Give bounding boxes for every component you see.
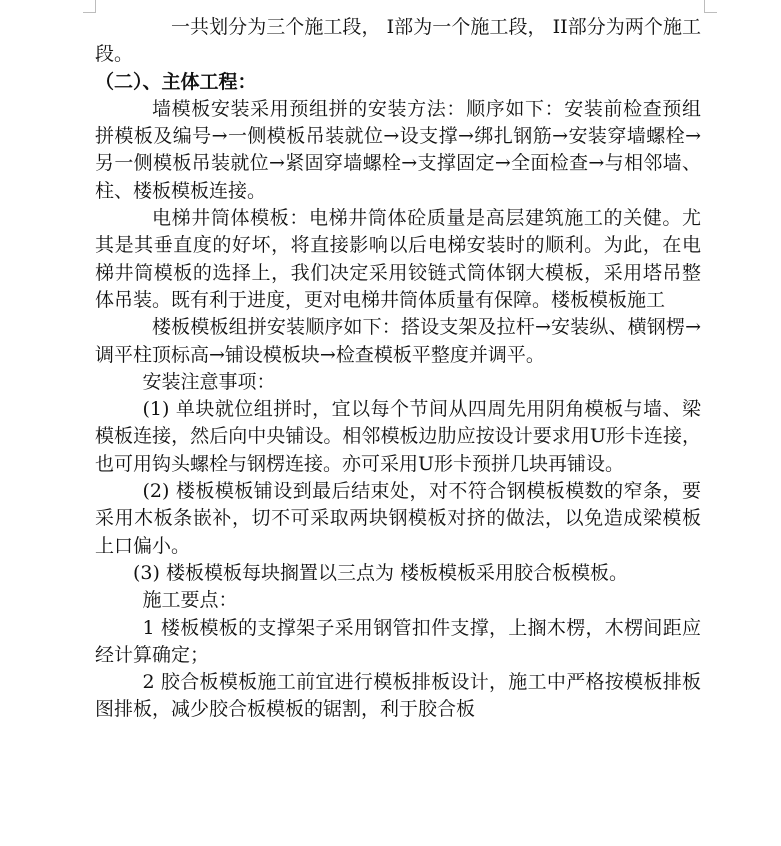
page-corner-mark-left — [83, 0, 96, 13]
paragraph-wall-formwork: 墙模板安装采用预组拼的安装方法：顺序如下：安装前检查预组拼模板及编号→一侧模板吊装就位→设支撑→绑扎钢筋→安装穿墙螺栓→另一侧模板吊装就位→紧固穿墙螺栓→支撑固定→全面检查→与相邻墙、柱、楼板模板连接。 — [95, 97, 701, 202]
paragraph-point-2: 2 胶合板模板施工前宜进行模板排板设计，施工中严格按模板排板图排板，减少胶合板模板的锯割，利于胶合板 — [95, 671, 701, 721]
paragraph-sections: 一共划分为三个施工段， I部为一个施工段， II部分为两个施工段。 — [95, 16, 701, 66]
heading-main-structure: （二）、主体工程： — [95, 70, 257, 93]
paragraph-elevator-shaft: 电梯井筒体模板：电梯井筒体砼质量是高层建筑施工的关健。尤其是其垂直度的好坏，将直接影响以后电梯安装时的顺利。为此，在电梯井筒模板的选择上，我们决定采用铰链式筒体钢大模板，采用塔吊整体吊装。既有利于进度，更对电梯井筒体质量有保障。楼板模板施工 — [95, 207, 701, 311]
document-body — [95, 14, 701, 724]
paragraph-point-1: 1 楼板模板的支撑架子采用钢管扣件支撑，上搁木楞，木楞间距应经计算确定； — [95, 616, 701, 666]
paragraph-note-1: (1) 单块就位组拼时，宜以每个节间从四周先用阴角模板与墙、梁模板连接，然后向中央铺设。相邻模板边肋应按设计要求用U形卡连接，也可用钩头螺栓与钢楞连接。亦可采用U形卡预拼几块再铺设。 — [95, 398, 701, 475]
page-corner-mark-right — [704, 0, 717, 13]
paragraph-note-3: (3) 楼板模板每块搁置以三点为 楼板模板采用胶合板模板。 — [133, 561, 628, 584]
paragraph-floor-formwork-sequence: 楼板模板组拼安装顺序如下：搭设支架及拉杆→安装纵、横钢楞→调平柱顶标高→铺设模板块→检查模板平整度并调平。 — [95, 316, 701, 366]
paragraph-construction-points-heading: 施工要点： — [142, 589, 238, 612]
paragraph-note-2: (2) 楼板模板铺设到最后结束处，对不符合钢模板模数的窄条，要采用木板条嵌补，切不可采取两块钢模板对挤的做法，以免造成梁模板上口偏小。 — [95, 480, 701, 557]
paragraph-installation-notes-heading: 安装注意事项： — [142, 370, 276, 393]
